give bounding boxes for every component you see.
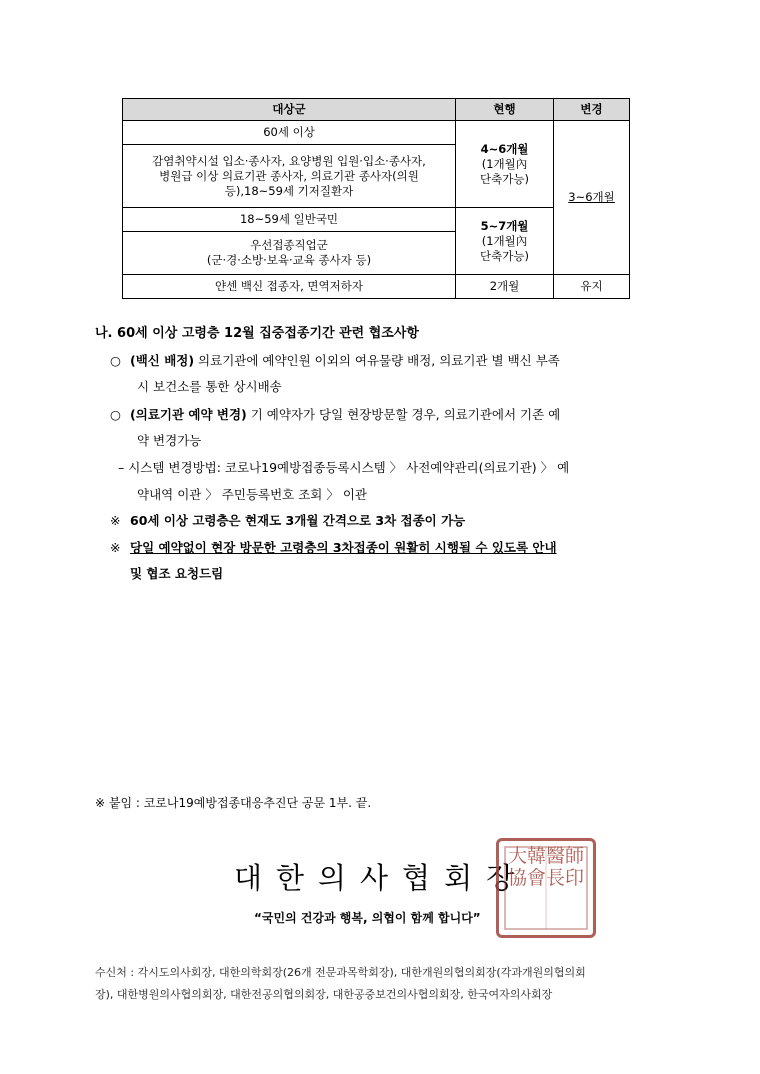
recipients-line-2: 장), 대한병원의사협의회장, 대한전공의협의회장, 대한공중보건의사협의회장, 한국여자의사회장 (95, 988, 553, 1001)
row-vulnerable-groups (123, 145, 456, 208)
note-text: 당일 예약없이 현장 방문한 고령층의 3차접종이 원활히 시행될 수 있도록 안내 (130, 540, 557, 555)
system-change-method-cont: 약내역 이관 〉 주민등록번호 조회 〉 이관 (137, 487, 367, 502)
current-interval-b (456, 208, 554, 275)
current-b-main: 5~7개월 (480, 218, 529, 233)
row-text-line: 병원급 이상 의료기관 종사자, 의료기관 종사자(의원 (159, 168, 419, 183)
current-b-sub-2: 단축가능) (480, 248, 529, 263)
slogan: “국민의 건강과 행복, 의협이 함께 합니다” (254, 911, 481, 925)
change-interval-c: 유지 (554, 275, 630, 299)
row-text-line: 감염취약시설 입소·종사자, 요양병원 입원·입소·종사자, (152, 153, 426, 168)
seal-text: 大韓醫師協會長印 (507, 845, 584, 889)
header-current: 현행 (456, 99, 554, 121)
change-interval-a: 3~6개월 (554, 121, 630, 275)
current-a-sub-1: (1개월內 (481, 156, 528, 171)
current-a-sub-2: 단축가능) (480, 171, 529, 186)
current-b-sub-1: (1개월內 (481, 233, 528, 248)
table-header-row (123, 99, 630, 121)
attachment-note: ※ 붙임 : 코로나19예방접종대응추진단 공문 1부. 끝. (95, 796, 372, 810)
table-row (123, 275, 630, 299)
note-text: 60세 이상 고령층은 현재도 3개월 간격으로 3차 접종이 가능 (130, 513, 466, 528)
row-60-plus: 60세 이상 (123, 121, 456, 145)
table-row (123, 208, 630, 232)
row-general-public: 18~59세 일반국민 (123, 208, 456, 232)
recipients-line-1: 수신처 : 각시도의사회장, 대한의학회장(26개 전문과목학회장), 대한개원의협의회장(각과개원의협의회 (95, 966, 586, 979)
current-interval-c: 2개월 (456, 275, 554, 299)
signature-title: 대한의사협회장 (234, 861, 529, 895)
circle-bullet-icon: ○ (110, 353, 121, 368)
recipients (95, 962, 586, 1006)
table-row (123, 121, 630, 145)
bullet-continuation: 약 변경가능 (137, 433, 202, 448)
header-change: 변경 (554, 99, 630, 121)
bullet-label: (백신 배정) (130, 353, 195, 368)
bullet-text: 의료기관에 예약인원 이외의 여유물량 배정, 의료기관 별 백신 부족 (194, 353, 560, 368)
current-a-main: 4~6개월 (480, 141, 529, 156)
note-three-month-interval (110, 509, 465, 533)
note-cooperation-request (110, 536, 557, 560)
circle-bullet-icon: ○ (110, 407, 121, 422)
official-seal (496, 838, 596, 938)
row-text-line: (군·경·소방·보육·교육 종사자 등) (206, 253, 372, 267)
bullet-reservation-change (110, 403, 560, 427)
row-text-line: 우선접종직업군 (250, 238, 328, 252)
header-target-group: 대상군 (123, 99, 456, 121)
bullet-label: (의료기관 예약 변경) (130, 407, 247, 422)
bullet-vaccine-allocation (110, 349, 560, 373)
bullet-text: 기 예약자가 당일 현장방문할 경우, 의료기관에서 기존 예 (246, 407, 561, 422)
note-mark-icon: ※ (110, 513, 121, 528)
system-change-method: – 시스템 변경방법: 코로나19예방접종등록시스템 〉 사전예약관리(의료기관) 〉 예 (118, 460, 570, 475)
note-mark-icon: ※ (110, 540, 121, 555)
vaccination-interval-table (122, 98, 630, 299)
bullet-continuation: 시 보건소를 통한 상시배송 (137, 379, 282, 394)
note-continuation: 및 협조 요청드림 (130, 566, 224, 581)
row-priority-occupations (123, 232, 456, 275)
row-text-line: 등),18~59세 기저질환자 (224, 183, 354, 198)
section-heading: 나. 60세 이상 고령층 12월 집중접종기간 관련 협조사항 (95, 326, 419, 341)
row-janssen: 얀센 백신 접종자, 면역저하자 (123, 275, 456, 299)
current-interval-a (456, 121, 554, 208)
